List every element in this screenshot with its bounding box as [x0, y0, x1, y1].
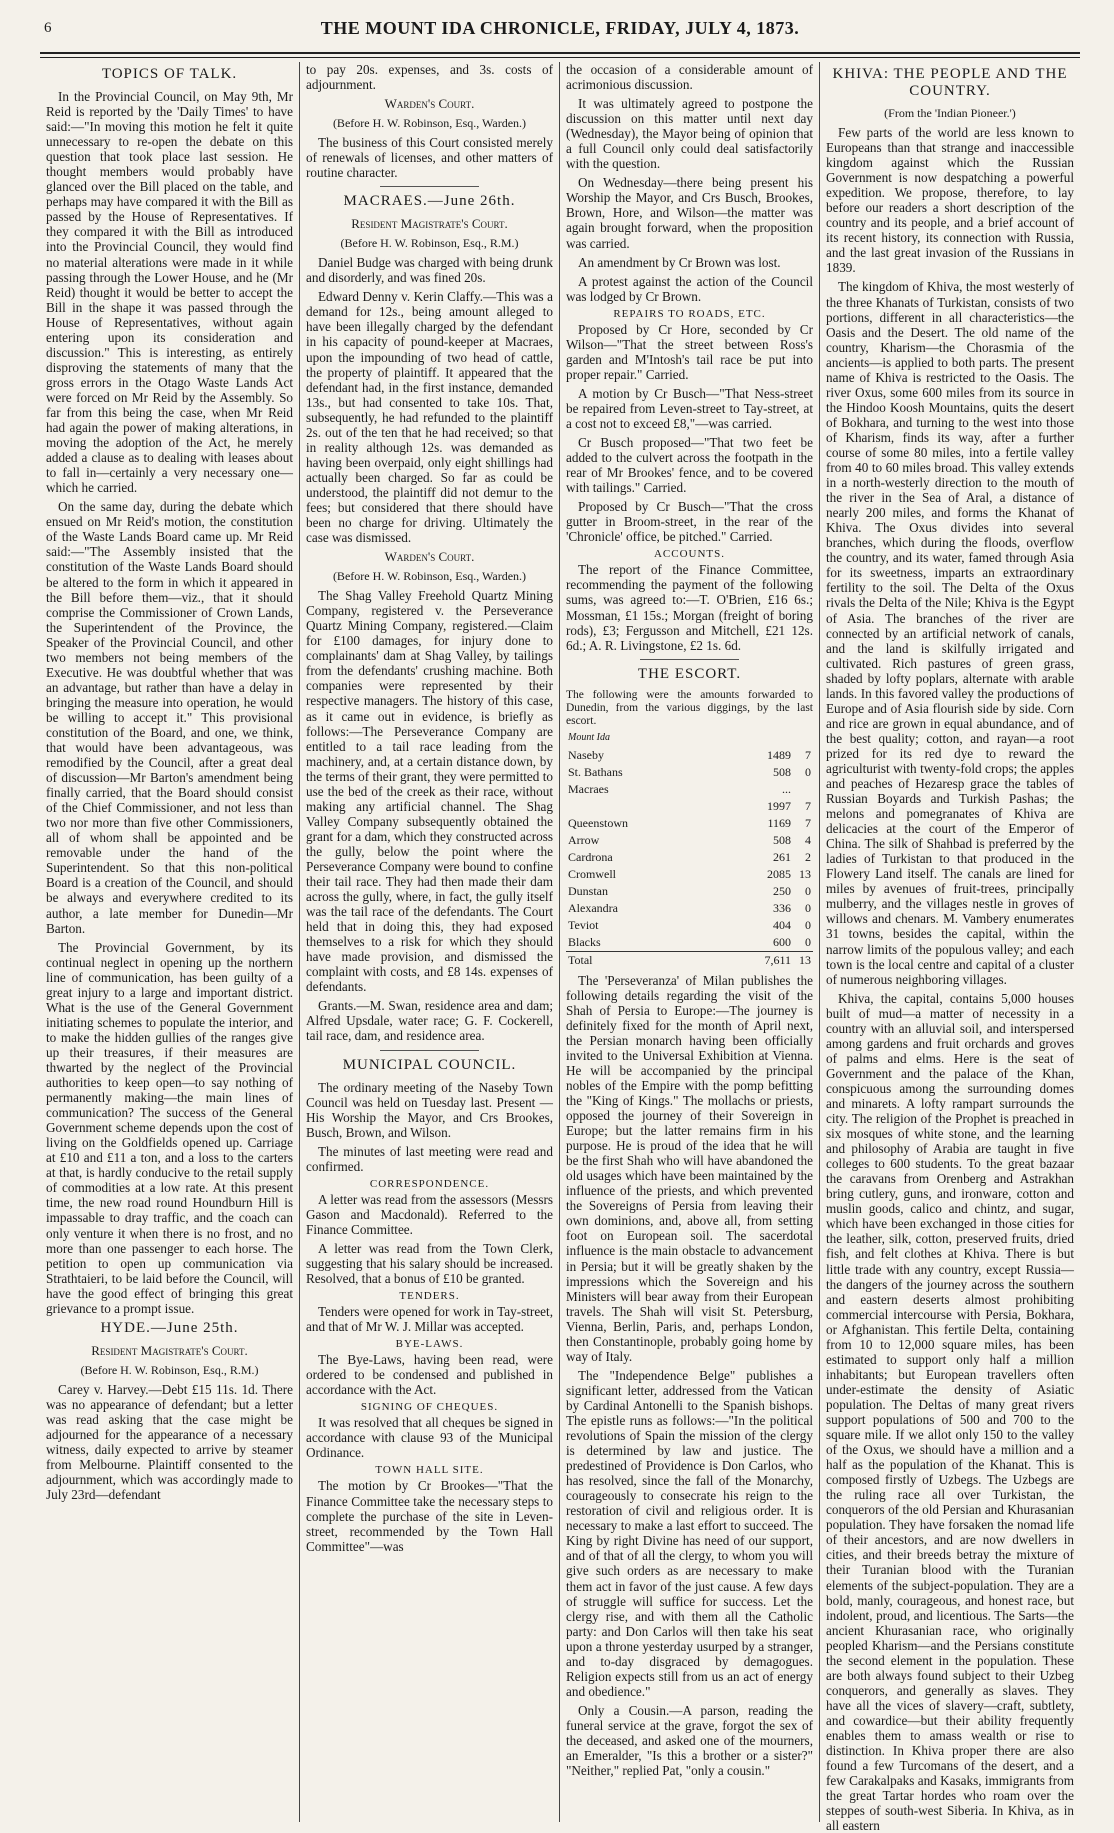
escort-row [566, 747, 813, 764]
continued-paragraph: the occasion of a considerable amount of acrimonious discussion. [566, 62, 813, 93]
escort-dwt: 13 [799, 866, 811, 881]
council-paragraph: It was ultimately agreed to postpone the discussion on this matter until next day (Wednesday), the Mayor being of opinion that a full Council only could deal satisfactorily with the question. [566, 96, 813, 172]
continued-paragraph: to pay 20s. expenses, and 3s. costs of adjournment. [306, 62, 553, 93]
escort-oz: 261 [773, 849, 791, 864]
escort-heading: THE ESCORT. [637, 665, 742, 682]
khiva-paragraph: Few parts of the world are less known to Europeans than that strange and inaccessible kingdom against which the Russian Government is now despatching a powerful expedition. We propose, therefore, to lay before our readers a short description of the country and its people, and a brief account of its recent history, its connection with Russia, and the last great invasion of the Russians in 1839. [826, 125, 1074, 276]
escort-row [566, 917, 813, 934]
hyde-heading: HYDE.—June 25th. [100, 1319, 239, 1336]
escort-intro: The following were the amounts forwarded to Dunedin, from the various diggings, by the last escort. [566, 688, 813, 727]
macraes-court-heading: Resident Magistrate's Court. [351, 216, 508, 232]
escort-row [566, 798, 813, 815]
municipal-paragraph: The motion by Cr Brookes—"That the Finance Committee take the necessary steps to complete the purchase of the site in Leven-street, recommended by the Town Hall Committee"—was [306, 1478, 553, 1554]
accounts-subheading: ACCOUNTS. [653, 548, 726, 561]
escort-dwt: 0 [805, 764, 811, 779]
escort-place: Teviot [568, 917, 599, 932]
hyde-before: (Before H. W. Robinson, Esq., R.M.) [80, 1362, 259, 1377]
column-4 [820, 62, 1080, 1833]
byelaws-subheading: BYE-LAWS. [395, 1338, 464, 1351]
escort-dwt: 7 [805, 798, 811, 813]
escort-row [566, 764, 813, 781]
topics-heading: TOPICS OF TALK. [101, 66, 238, 82]
wardens-paragraph: Grants.—M. Swan, residence area and dam; Alfred Upsdale, water race; G. F. Cockerell, tail race, dam, and residence area. [306, 998, 553, 1044]
macraes-heading: MACRAES.—June 26th. [343, 193, 516, 210]
topics-paragraph: The Provincial Government, by its continual neglect in opening up the northern line of communication, has been guilty of a great injury to a large and important district. What is the use of the General Government initiating schemes to populate the interior, and to make the hidden gullies of the ranges give up their treasures, if their measures are thwarted by the neglect of the Provincial authorities to keep open—to say nothing of permanently making—the main lines of communication? The success of the General Government scheme depends upon the cost of living on the Goldfields opened up. Carriage at £10 and £11 a ton, and a loss to the carters at that, is hardly conducive to the retail supply of commodities at a low rate. At this present time, the new road round Houndburn Hill is impassable to dray traffic, and the coach can only venture it when there is no frost, and no more than one passenger to each horse. The petition to open up communication via Strathtaieri, to be laid before the Council, will have the good effect of bringing this great grievance to a prompt issue. [46, 939, 293, 1316]
escort-dwt: 0 [805, 917, 811, 932]
hyde-court-heading: Resident Magistrate's Court. [91, 1342, 248, 1358]
macraes-before: (Before H. W. Robinson, Esq., R.M.) [340, 236, 519, 251]
escort-total-label: Total [566, 951, 720, 969]
municipal-paragraph: A letter was read from the Town Clerk, suggesting that his salary should be increased. Resolved, that a bonus of £10 be granted. [306, 1240, 553, 1287]
escort-place: Blacks [568, 934, 601, 949]
escort-place: Cardrona [568, 849, 613, 864]
escort-oz: 508 [773, 832, 791, 847]
masthead-rule [40, 57, 1080, 58]
section-rule [380, 186, 479, 187]
escort-place: Arrow [568, 832, 600, 847]
escort-oz: 1997 [767, 798, 791, 813]
escort-row [566, 815, 813, 832]
khiva-paragraph: The kingdom of Khiva, the most westerly of the three Khanats of Turkistan, consists of two portions, different in all characteristics—the Oasis and the Desert. The old name of the country, Kharism—the Chorasmia of the ancients—is applied to both parts. The present name of Khiva is restricted to the Oasis. The river Oxus, some 600 miles from its source in the Hindoo Koosh Mountains, quits the desert of Bokhara, and turning to the west into those of Kharism, finds its way, after a further course of some 80 miles, into a fertile valley from 40 to 60 miles broad. This valley extends in a north-westerly direction to the mouth of the river in the Sea of Aral, a distance of nearly 200 miles, and forms the Khanat of Khiva. The Oxus divides into several branches, which during the floods, overflow the country, and its water, famed through Asia for its sweetness, imparts an extraordinary fertility to the soil. The Delta of the Oxus rivals the Delta of the Nile; Khiva is the Egypt of Asia. The branches of the river are connected by an artificial network of canals, and the land is skilfully irrigated and cultivated. Rich pastures of green grass, shaded by lofty poplars, alternate with arable lands. In this favored valley the productions of Europe and of Asia flourish side by side. Corn and rice are grown in equal abundance, and of the best quality; cotton, and rayan—a root prized for its red dye to reward the agriculturist with twenty-fold crops; the apples and peaches of Hezaresp grace the tables of Russian Boyards and Turkish Pashas; the melons and pomegranates of Khiva are delicacies at the court of the Emperor of China. The silk of Shahbad is preferred by the ladies of Turkistan to that produced in the Flowery Land itself. The canals are lined for miles by avenues of fruit-trees, principally mulberry, and the villages nestle in groves of willows and chenars. M. Vambery enumerates 31 towns, besides the capital, within the narrow limits of the populous valley; and each town is the local centre and capital of a cluster of numerous neighboring villages. [826, 279, 1074, 987]
repairs-paragraph: Cr Busch proposed—"That two feet be added to the culvert across the footpath in the rear of Mr Brookes' fence, and to be covered with tailings." Carried. [566, 435, 813, 496]
escort-dwt: 0 [805, 883, 811, 898]
escort-oz: 1169 [767, 815, 791, 830]
escort-group-label: Mount Ida [568, 731, 610, 743]
escort-dwt: 2 [805, 849, 811, 864]
tenders-subheading: TENDERS. [399, 1290, 460, 1303]
escort-row [566, 866, 813, 883]
macraes-paragraph: Edward Denny v. Kerin Claffy.—This was a demand for 12s., being amount alleged to have been illegally charged by the defendant in his capacity of pound-keeper at Macraes, upon the impounding of two head of cattle, the property of plaintiff. It appeared that the defendant had, in the first instance, demanded 13s., but had consented to take 10s. That, subsequently, he had refunded to the plaintiff 2s. out of the ten that he had received; so that in reality although 12s. was demanded as having been overpaid, only eight shillings had actually been charged. So far as could be understood, the plaintiff did not demur to the fees; but considered that there should have been no charge for driving. Ultimately the case was dismissed. [306, 289, 553, 546]
escort-place [566, 798, 720, 815]
escort-oz: 404 [773, 917, 791, 932]
escort-dwt: 7 [805, 815, 811, 830]
section-rule [640, 659, 739, 660]
column-3 [560, 62, 820, 1822]
municipal-paragraph: It was resolved that all cheques be signed in accordance with clause 93 of the Municipal Ordinance. [306, 1415, 553, 1461]
escort-total-dwt: 13 [793, 951, 813, 969]
municipal-heading: MUNICIPAL COUNCIL. [342, 1056, 517, 1073]
belge-paragraph: The "Independence Belge" publishes a significant letter, addressed from the Vatican by Cardinal Antonelli to the Spanish bishops. The epistle runs as follows:—"In the political revolutions of Spain the mission of the clergy is determined by law and justice. The predestined of Providence is Don Carlos, who has resolved, since the fall of the Monarchy, courageously to consecrate his reign to the restoration of civil and religious order. It is necessary to make a last effort to succeed. The King by right Divine has need of our support, and of that of all the clergy, to whom you will give such orders as are necessary to make them act in favor of the just cause. A few days of struggle will suffice for success. Let the clergy rise, and with them all the Catholic party: and Don Carlos will then take his seat upon a throne yesterday usurped by a stranger, and to-day disgraced by demagogues. Religion expects still from us an act of energy and obedience." [566, 1367, 813, 1699]
khiva-source: (From the 'Indian Pioneer.') [884, 106, 1016, 120]
escort-place: Cromwell [568, 866, 616, 881]
page-number: 6 [44, 20, 52, 36]
persia-paragraph: The 'Perseveranza' of Milan publishes the following details regarding the visit of the Shah of Persia to Europe:—The journey is definitely fixed for the month of April next, the Persian monarch having been officially invited to the Universal Exhibition at Vienna. He will be accompanied by the principal nobles of the Empire with the pomp befitting the "King of Kings." The mollachs or priests, opposed the journey of their Sovereign in Europe; but the latter remains firm in his purpose. He is proud of the idea that he will be the first Shah who will have abandoned the old usages which have been maintained by the influence of the priests, and which prevented the Sovereigns of Persia from leaving their own dominions, and, above all, from setting foot on European soil. The sacerdotal influence is the main obstacle to advancement in Persia; but it will be greatly shaken by the impressions which the Sovereign and his Ministers will bear away from their European travels. The Shah will visit St. Petersburg, Vienna, Berlin, Paris, and, perhaps London, then Constantinople, probably going home by way of Italy. [566, 972, 813, 1364]
repairs-paragraph: Proposed by Cr Hore, seconded by Cr Wilson—"That the street between Ross's garden and M'Intosh's tail race be put into proper repair." Carried. [566, 321, 813, 382]
escort-place: St. Bathans [568, 764, 623, 779]
escort-row [566, 900, 813, 917]
escort-place: Macraes [568, 781, 609, 796]
wardens-before: (Before H. W. Robinson, Esq., Warden.) [332, 116, 527, 131]
escort-oz: 508 [773, 764, 791, 779]
council-paragraph: A protest against the action of the Council was lodged by Cr Brown. [566, 273, 813, 304]
council-paragraph: An amendment by Cr Brown was lost. [578, 254, 781, 270]
escort-oz: ... [782, 781, 791, 796]
municipal-paragraph: Tenders were opened for work in Tay-street, and that of Mr W. J. Millar was accepted. [306, 1304, 553, 1335]
escort-dwt [793, 781, 813, 798]
escort-dwt: 0 [805, 934, 811, 949]
correspondence-subheading: CORRESPONDENCE. [369, 1177, 490, 1190]
escort-row [566, 781, 813, 798]
accounts-paragraph: The report of the Finance Committee, recommending the payment of the following sums, was agreed to:—T. O'Brien, £16 6s.; Mossman, £1 15s.; Morgan (freight of boring rods), £3; Fergusson and Mitchell, £21 12s. 6d.; A. R. Livingstone, £2 1s. 6d. [566, 562, 813, 653]
escort-row [566, 832, 813, 849]
escort-place: Dunstan [568, 883, 608, 898]
escort-oz: 1489 [767, 747, 791, 762]
repairs-paragraph: A motion by Cr Busch—"That Ness-street be repaired from Leven-street to Tay-street, at a cost not to exceed £8,"—was carried. [566, 385, 813, 431]
municipal-paragraph: The Bye-Laws, having been read, were ordered to be condensed and published in accordance with the Act. [306, 1352, 553, 1398]
column-2 [300, 62, 560, 1822]
khiva-heading: KHIVA: THE PEOPLE AND THE COUNTRY. [832, 66, 1068, 99]
escort-row [566, 934, 813, 952]
escort-total-row [566, 951, 813, 969]
escort-row [566, 883, 813, 900]
escort-row [566, 849, 813, 866]
newspaper-title: THE MOUNT IDA CHRONICLE, FRIDAY, JULY 4, 1873. [320, 18, 800, 38]
page-columns [40, 62, 1080, 1833]
escort-dwt: 7 [805, 747, 811, 762]
municipal-paragraph: The ordinary meeting of the Naseby Town Council was held on Tuesday last. Present — His Worship the Mayor, and Crs Brookes, Busch, Brown, and Wilson. [306, 1079, 553, 1140]
escort-table [566, 747, 813, 969]
escort-place: Naseby [568, 747, 604, 762]
municipal-paragraph: The minutes of last meeting were read and confirmed. [306, 1143, 553, 1174]
escort-oz: 336 [773, 900, 791, 915]
wardens-court-heading: Warden's Court. [384, 549, 475, 565]
topics-paragraph: In the Provincial Council, on May 9th, Mr Reid is reported by the 'Daily Times' to have said:—"In moving this motion he felt it quite unnecessary to re-open the debate on this question that took place last session. He thought members would probably have glanced over the Bill placed on the table, and perhaps may have compared it with the Bill as passed by the House of Representatives. If they compared it with the Bill as introduced into the Provincial Council, they would find no material alterations were made in it while passing through the Lower House, and he (Mr Reid) thought it would be better to accept the Bill in the shape it was passed through the House of Representatives, without again entering upon its consideration and discussion." This is interesting, as entirely disproving the statements of many that the gross errors in the Otago Waste Lands Act were forced on Mr Reid by the Assembly. So far from this being the case, when Mr Reid had again the power of making alterations, in moving the adoption of the Act, he merely added a clause as to dealing with leases about to fall in—certainly a very necessary one—which he carried. [46, 89, 293, 496]
escort-total-oz: 7,611 [720, 951, 793, 969]
wardens-court-heading: Warden's Court. [384, 96, 475, 112]
escort-place: Queenstown [568, 815, 628, 830]
escort-oz: 250 [773, 883, 791, 898]
cheques-subheading: SIGNING OF CHEQUES. [360, 1401, 499, 1414]
topics-paragraph: On the same day, during the debate which ensued on Mr Reid's motion, the constitution of the Waste Lands Board came up. Mr Reid said:—"The Assembly insisted that the constitution of the Waste Lands Board should be altered to the form in which it appeared in the Bill before them—viz., that it should comprise the Commissioner of Crown Lands, the Superintendent of the Province, the Speaker of the Provincial Council, and other two members not being members of the Executive. He was doubtful whether that was an advantage, but rather than have a delay in bringing the measure into operation, he would be willing to accept it." This provisional constitution of the Board, and one, we think, that would have been advantageous, was remodified by the Council, after a great deal of discussion—Mr Barton's amendment being finally carried, that the Board should consist of the Chief Commissioner, and not less than two nor more than five other Commissioners, all of whom shall be appointed and be removable under the hand of the Superintendent. So that this non-political Board is a creation of the Council, and should be always and everywhere credited to its author, a late member for Dunedin—Mr Barton. [46, 499, 293, 936]
repairs-subheading: REPAIRS TO ROADS, ETC. [613, 307, 766, 320]
municipal-paragraph: A letter was read from the assessors (Messrs Gason and Macdonald). Referred to the Finance Committee. [306, 1191, 553, 1237]
macraes-paragraph: Daniel Budge was charged with being drunk and disorderly, and was fined 20s. [306, 255, 553, 286]
section-rule [380, 1050, 479, 1051]
masthead [40, 14, 1080, 54]
escort-oz: 600 [773, 934, 791, 949]
hyde-paragraph: Carey v. Harvey.—Debt £15 11s. 1d. There was no appearance of defendant; but a letter was read asking that the case might be adjourned for the appearance of a necessary witness, daily expected to arrive by steamer from Melbourne. Plaintiff consented to the adjournment, which was accordingly made to July 23rd—defendant [46, 1381, 293, 1503]
townhall-subheading: TOWN HALL SITE. [375, 1464, 484, 1477]
khiva-paragraph: Khiva, the capital, contains 5,000 houses built of mud—a matter of necessity in a country with an alluvial soil, and interspersed among gardens and fruit orchards and groves of palms and elms. Here is the seat of Government and the palace of the Khan, conspicuous among the surrounding domes and minarets. A lofty rampart surrounds the city. The religion of the Prophet is preached in six mosques of white stone, and the learning and philosophy of Arabia are taught in five colleges to 600 students. To the great bazaar the caravans from Orenberg and Astrakhan bring cutlery, guns, and ironware, cotton and muslin goods, calico and chintz, and sugar, which have been exchanged in those cities for the leather, silk, cotton, preserved fruits, dried fish, and felt clothes at Khiva. There is but little trade with any country, except Russia—the dangers of the journey across the southern and eastern deserts almost prohibiting commercial intercourse with Persia, Bokhara, or Afghanistan. This fertile Delta, containing from 10 to 12,000 square miles, has been estimated to support only half a million inhabitants; but European travellers often under-estimate the density of Asiatic population. The Deltas of many great rivers support populations of 500 and 700 to the square mile. If we allot only 150 to the valley of the Oxus, we should have a million and a half as the population of the Khanat. This is composed firstly of Uzbegs. The Uzbegs are the ruling race all over Turkistan, the conquerors of the old Persian and Khurasanian population. They have forsaken the nomad life of their ancestors, and are now dwellers in cities, and their breeds betray the mixture of their Turanian blood with the Turanian elements of the subject-population. They are a bold, manly, courageous, and honest race, but indolent, proud, and licentious. The Sarts—the ancient Khurasanian race, who originally peopled Kharism—and the Persians constitute the second element in the population. These are both always found subject to their Uzbeg conquerors, and generally as slaves. They have all the vices of slavery—craft, subtlety, and cowardice—but their ability frequently enables them to amass wealth or rise to distinction. In Khiva proper there are also found a few Turcomans of the desert, and a few Carakalpaks and Kasaks, immigrants from the great Tartar hordes who roam over the steppes of south-west Siberia. In Khiva, as in all eastern [826, 990, 1074, 1833]
column-1 [40, 62, 300, 1822]
cousin-paragraph: Only a Cousin.—A parson, reading the funeral service at the grave, forgot the sex of the deceased, and asked one of the mourners, an Emeralder, "Is this a brother or a sister?" "Neither," replied Pat, "only a cousin." [566, 1702, 813, 1779]
escort-dwt: 4 [805, 832, 811, 847]
wardens-before: (Before H. W. Robinson, Esq., Warden.) [332, 569, 527, 584]
wardens-paragraph: The business of this Court consisted merely of renewals of licenses, and other matters of routine character. [306, 135, 553, 181]
escort-dwt: 0 [805, 900, 811, 915]
escort-place: Alexandra [568, 900, 618, 915]
wardens-paragraph: The Shag Valley Freehold Quartz Mining Company, registered v. the Perseverance Quartz Mining Company, registered.—Claim for £100 damages, for injury done to complainants' dam at Shag Valley, by tailings from the defendants' crushing machine. Both companies were represented by their respective managers. The history of this case, as it came out in evidence, is briefly as follows:—The Perseverance Company are entitled to a tail race leading from the machinery, and, at a certain distance down, by the terms of their grant, they were permitted to use the bed of the creek as their race, without making any artificial channel. The Shag Valley Company subsequently obtained the grant for a dam, which they constructed across the gully, below the point where the Perseverance Company were bound to confine their tail race. They had then made their dam across the gully, where, in fact, the gully itself was the tail race of the defendants. The Court held that in doing this, they had exposed themselves to a risk for which they should have made provision, and dismissed the complaint with costs, and £8 14s. expenses of defendants. [306, 588, 553, 995]
repairs-paragraph: Proposed by Cr Busch—"That the cross gutter in Broom-street, in the rear of the 'Chronicle' office, be pitched." Carried. [566, 499, 813, 545]
council-paragraph: On Wednesday—there being present his Worship the Mayor, and Crs Busch, Brookes, Brown, Hore, and Wilson—the matter was again brought forward, when the proposition was carried. [566, 175, 813, 251]
escort-oz: 2085 [767, 866, 791, 881]
